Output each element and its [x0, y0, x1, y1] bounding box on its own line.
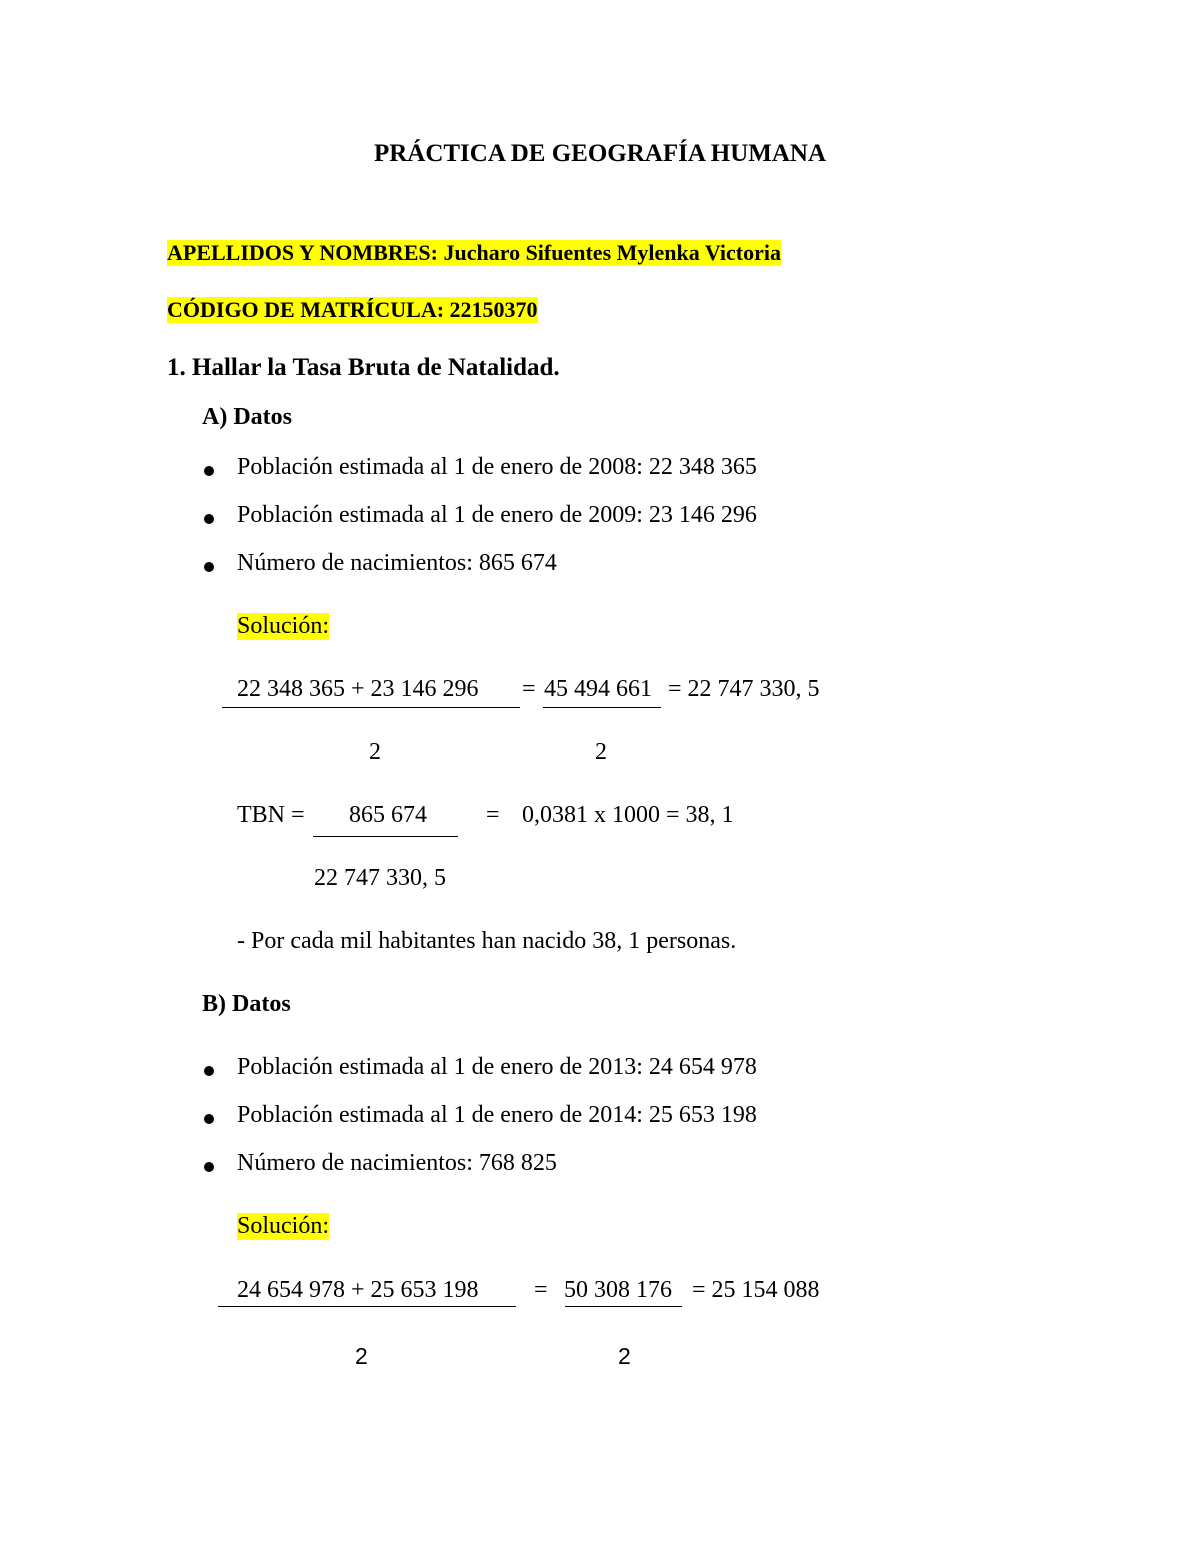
page-title: PRÁCTICA DE GEOGRAFÍA HUMANA [373, 140, 827, 167]
part-a-heading: A) Datos [202, 404, 292, 430]
fraction-bar [222, 707, 520, 708]
sum-expression: 22 348 365 + 23 146 296 [237, 676, 479, 702]
tbn-label: TBN = [237, 802, 305, 828]
divisor: 2 [618, 1343, 631, 1369]
sum-expression: 24 654 978 + 25 653 198 [237, 1277, 479, 1303]
bullet-icon [204, 1114, 214, 1124]
bullet-icon [204, 1066, 214, 1076]
student-name-label: APELLIDOS Y NOMBRES: [167, 240, 438, 265]
question-heading: 1. Hallar la Tasa Bruta de Natalidad. [167, 354, 560, 381]
bullet-icon [204, 1162, 214, 1172]
total-value: 50 308 176 [564, 1277, 672, 1303]
list-item: Población estimada al 1 de enero de 2013: 24 654 978 [237, 1054, 757, 1080]
tbn-result: 0,0381 x 1000 = 38, 1 [522, 802, 734, 828]
student-name-value: Jucharo Sifuentes Mylenka Victoria [443, 240, 781, 265]
bullet-icon [204, 514, 214, 524]
list-item: Población estimada al 1 de enero de 2008: 22 348 365 [237, 454, 757, 480]
total-value: 45 494 661 [544, 676, 652, 702]
list-item: Población estimada al 1 de enero de 2014: 25 653 198 [237, 1102, 757, 1128]
equals-sign: = [522, 676, 536, 702]
average-result: = 22 747 330, 5 [668, 676, 820, 702]
equals-sign: = [486, 802, 500, 828]
conclusion-text: - Por cada mil habitantes han nacido 38, 1 personas. [237, 928, 737, 954]
student-code-line [167, 297, 538, 323]
fraction-bar [218, 1306, 516, 1307]
tbn-numerator: 865 674 [349, 802, 427, 828]
student-code-label: CÓDIGO DE MATRÍCULA: [167, 297, 445, 322]
tbn-denominator: 22 747 330, 5 [314, 865, 446, 891]
divisor: 2 [369, 739, 381, 765]
solution-label: Solución: [237, 1213, 330, 1239]
divisor: 2 [355, 1343, 368, 1369]
list-item: Número de nacimientos: 768 825 [237, 1150, 557, 1176]
fraction-bar [313, 836, 458, 837]
bullet-icon [204, 466, 214, 476]
divisor: 2 [595, 739, 607, 765]
average-result: = 25 154 088 [692, 1277, 820, 1303]
student-name-line [167, 240, 781, 266]
student-code-value: 22150370 [449, 297, 538, 322]
fraction-bar [543, 707, 661, 708]
solution-label: Solución: [237, 613, 330, 639]
fraction-bar [565, 1306, 682, 1307]
part-b-heading: B) Datos [202, 991, 291, 1017]
list-item: Población estimada al 1 de enero de 2009: 23 146 296 [237, 502, 757, 528]
bullet-icon [204, 562, 214, 572]
list-item: Número de nacimientos: 865 674 [237, 550, 557, 576]
equals-sign: = [534, 1277, 548, 1303]
